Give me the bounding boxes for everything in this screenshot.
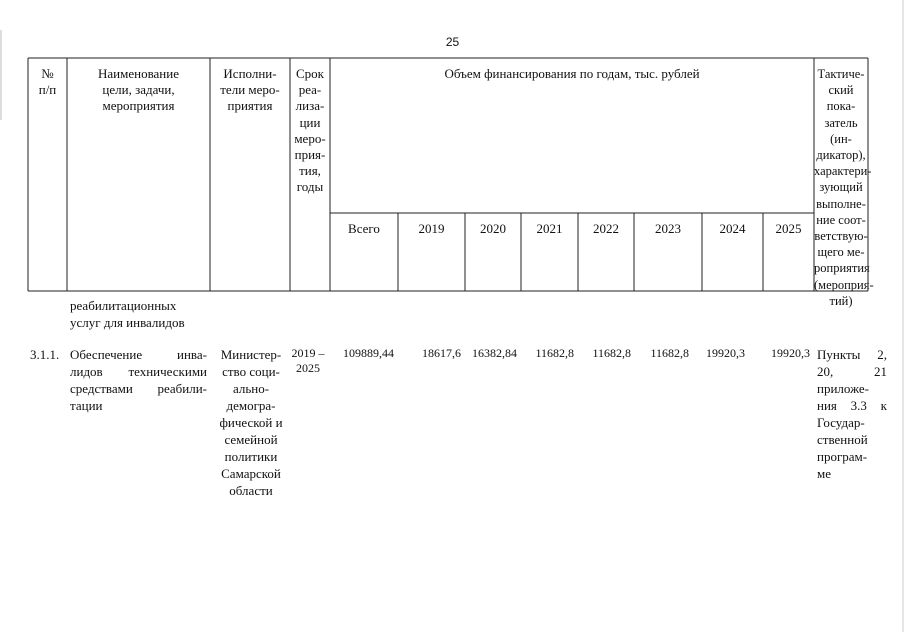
row-indicator-line: приложе- — [817, 381, 869, 396]
row-value-2022: 11682,8 — [592, 346, 631, 360]
header-text: тия, — [299, 163, 321, 179]
row-value-2024: 19920,3 — [706, 346, 745, 360]
header-no — [28, 66, 67, 98]
header-name — [67, 66, 210, 115]
header-text: затель (ин- — [824, 115, 858, 146]
page-number: 25 — [445, 35, 460, 49]
header-term — [290, 66, 330, 196]
header-text: Срок — [296, 66, 324, 81]
row-value-2021: 11682,8 — [535, 346, 574, 360]
row-name-line: Обеспечение инва- — [70, 347, 207, 362]
row-value-2020: 16382,84 — [472, 346, 517, 360]
header-year-2025: 2025 — [775, 221, 802, 236]
row-name-line: тации — [70, 398, 103, 413]
header-year-2020: 2020 — [480, 221, 506, 236]
row-executor-line: политики — [224, 449, 278, 464]
header-text: ние соот- — [816, 212, 866, 227]
row-term — [288, 346, 328, 376]
header-funding: Объем финансирования по годам, тыс. рублей — [444, 66, 700, 81]
header-text: цели, задачи, — [102, 82, 175, 98]
header-text: тий) — [829, 293, 853, 308]
row-indicator-line: Государ- — [817, 415, 865, 430]
header-text: ский пока- — [826, 83, 856, 114]
row-value-2025: 19920,3 — [771, 346, 810, 360]
header-text: № — [41, 66, 54, 81]
row-indicator-line: Пункты 2, — [817, 347, 887, 362]
header-text: годы — [296, 179, 324, 195]
row-name-line: лидов техническими — [70, 364, 207, 379]
row-indicator-line: ме — [817, 466, 831, 481]
header-year-2022: 2022 — [593, 221, 619, 236]
header-year-2023: 2023 — [655, 221, 681, 236]
header-text: тели меро- — [220, 82, 280, 98]
row-value-2019: 18617,6 — [422, 346, 461, 360]
header-text: зующий — [819, 180, 863, 195]
continuation-line: услуг для инвалидов — [70, 315, 185, 330]
row-executor-line: Министер- — [220, 347, 282, 362]
row-indicator — [817, 346, 887, 482]
row-name — [70, 346, 207, 414]
header-year-2024: 2024 — [719, 221, 746, 236]
header-text: приятия — [227, 98, 273, 114]
header-text: (мероприя- — [814, 277, 874, 292]
header-text: мероприятия — [102, 98, 175, 114]
row-value-2023: 11682,8 — [650, 346, 689, 360]
row-executor-line: демогра- — [226, 398, 276, 413]
header-text: выполне- — [816, 196, 866, 211]
header-text: характери- — [814, 164, 872, 179]
header-text: реа- — [298, 82, 322, 98]
row-number: 3.1.1. — [30, 347, 60, 362]
row-indicator-line: 20, 21 — [817, 364, 887, 379]
header-indicator — [814, 66, 874, 309]
row-executor-line: области — [229, 483, 273, 498]
header-text: ветствую- — [814, 229, 868, 244]
row-total: 109889,44 — [343, 346, 394, 360]
header-year-2021: 2021 — [536, 221, 563, 236]
row-indicator-line: ния 3.3 к — [817, 398, 887, 413]
header-text: п/п — [38, 82, 57, 98]
row-indicator-line: програм- — [817, 449, 868, 464]
continuation-text — [70, 297, 210, 331]
row-term-line: 2025 — [296, 361, 320, 375]
row-executor-line: ально- — [232, 381, 270, 396]
scan-edge-mark — [0, 30, 2, 120]
row-term-line: 2019 – — [291, 346, 325, 360]
row-executor-line: семейной — [224, 432, 278, 447]
row-executor-line: фической и — [219, 415, 283, 430]
row-executor — [211, 346, 291, 499]
header-text: роприятия — [814, 261, 870, 276]
header-year-2019: 2019 — [418, 221, 445, 236]
scan-edge-mark — [902, 0, 904, 632]
header-text: дикатор), — [816, 148, 866, 163]
continuation-line: реабилитационных — [70, 298, 177, 313]
header-text: Тактиче- — [817, 67, 865, 81]
row-name-line: средствами реабили- — [70, 381, 207, 396]
header-text: меро- — [294, 130, 326, 146]
row-executor-line: Самарской — [221, 466, 281, 481]
header-text: ции — [299, 114, 321, 130]
row-indicator-line: ственной — [817, 432, 868, 447]
header-text: Наименование — [98, 66, 179, 81]
header-text: лиза- — [295, 98, 325, 114]
header-total: Всего — [348, 221, 380, 236]
header-executor — [210, 66, 290, 115]
row-executor-line: ство соци- — [222, 364, 280, 379]
header-text: Исполни- — [223, 66, 277, 81]
header-text: щего ме- — [817, 245, 865, 260]
header-text: прия- — [294, 147, 326, 163]
